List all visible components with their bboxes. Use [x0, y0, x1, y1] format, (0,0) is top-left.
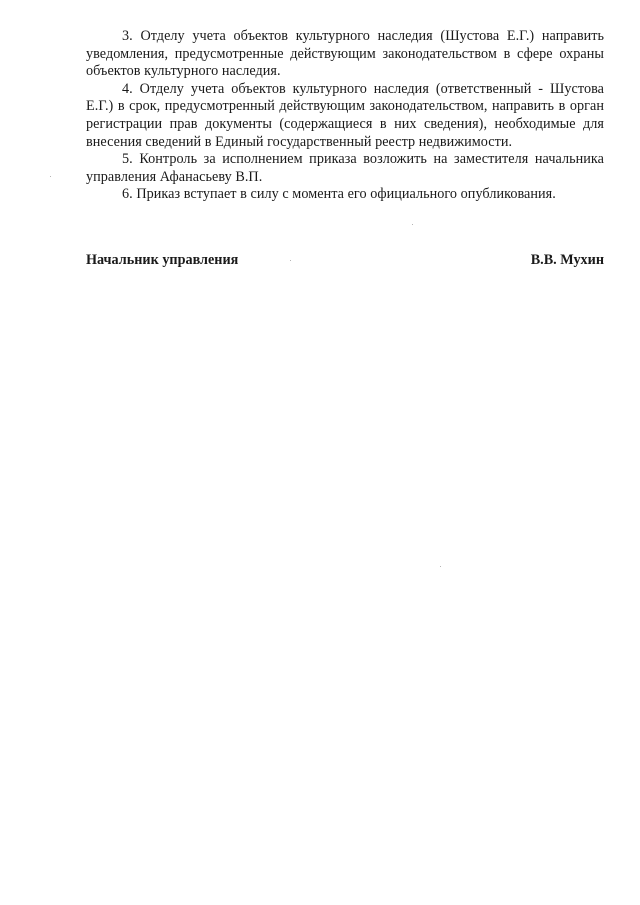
paragraph-6: 6. Приказ вступает в силу с момента его официального опубликования. [122, 186, 556, 203]
scan-speck [50, 176, 51, 177]
signatory-name: В.В. Мухин [530, 252, 604, 268]
signature-block [86, 252, 604, 269]
paragraph-3: 3. Отделу учета объектов культурного наследия (Шустова Е.Г.) направить уведомления, предусмотренные действующим законодательством в сфере охраны объектов культурного наследия. [86, 28, 604, 80]
paragraph-5: 5. Контроль за исполнением приказа возложить на заместителя начальника управления Афанасьеву В.П. [86, 151, 604, 185]
scan-speck [440, 566, 441, 567]
scan-speck [290, 260, 291, 261]
document-body [86, 28, 604, 204]
paragraph-4: 4. Отделу учета объектов культурного наследия (ответственный - Шустова Е.Г.) в срок, предусмотренный действующим законодательством, направить в орган регистрации прав документы (содержащиеся в них сведения), необходимые для внесения сведений в Единый государственный реестр недвижимости. [86, 80, 604, 150]
signatory-position: Начальник управления [86, 252, 239, 268]
scan-speck [412, 224, 413, 225]
